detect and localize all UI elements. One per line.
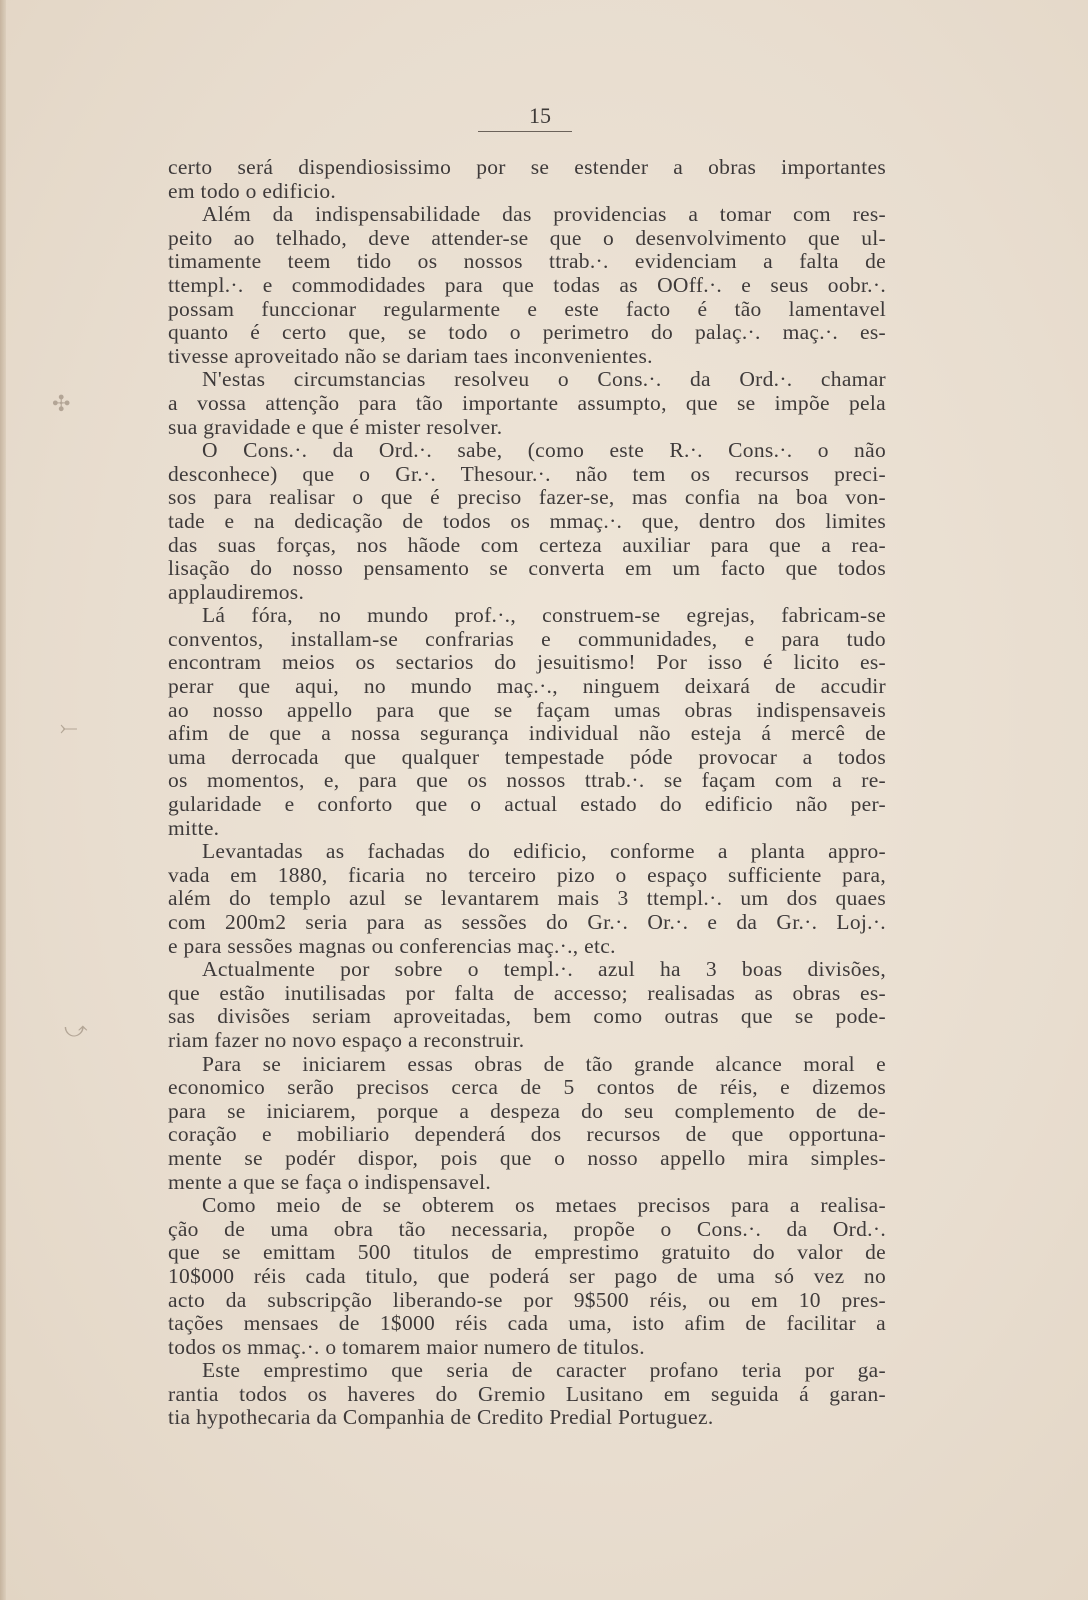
text-line: além do templo azul se levantarem mais 3 ttempl.·. um dos quaes — [168, 886, 886, 911]
text-line: rantia todos os haveres do Gremio Lusitano em seguida á garan- — [168, 1381, 886, 1406]
text-line: desconhece) que o Gr.·. Thesour.·. não tem os recursos preci- — [168, 461, 886, 486]
text-line: encontram meios os sectarios do jesuitismo! Por isso é licito es- — [168, 650, 886, 675]
text-line: com 200m2 seria para as sessões do Gr.·. Or.·. e da Gr.·. Loj.·. — [168, 910, 886, 934]
text-line: Levantadas as fachadas do edificio, conforme a planta appro- — [202, 839, 886, 864]
text-line: sua gravidade e que é mister resolver. — [168, 414, 503, 439]
text-line: riam fazer no novo espaço a reconstruir. — [168, 1027, 525, 1052]
text-line: vada em 1880, ficaria no terceiro pizo o espaço sufficiente para, — [168, 862, 886, 887]
text-line: que se emittam 500 titulos de emprestimo gratuito do valor de — [168, 1240, 886, 1265]
text-line: afim de que a nossa segurança individual não esteja á mercê de — [168, 721, 886, 746]
text-line: para se iniciarem, porque a despeza do seu complemento de de- — [168, 1098, 886, 1123]
text-line: applaudiremos. — [168, 579, 305, 604]
text-line: tia hypothecaria da Companhia de Credito Predial Portuguez. — [168, 1405, 714, 1430]
text-line: sos para realisar o que é preciso fazer-se, mas confia na boa von- — [168, 485, 886, 510]
text-line: Actualmente por sobre o templ.·. azul ha 3 boas divisões, — [202, 957, 886, 982]
text-line: em todo o edificio. — [168, 178, 337, 203]
text-line: que estão inutilisadas por falta de accesso; realisadas as obras es- — [168, 980, 886, 1005]
text-line: a vossa attenção para tão importante assumpto, que se impõe pela — [168, 390, 886, 415]
text-line: economico serão precisos cerca de 5 contos de réis, e dizemos — [168, 1075, 886, 1100]
text-line: certo será dispendiosissimo por se estender a obras importantes — [168, 155, 886, 179]
text-line: timamente teem tido os nossos ttrab.·. evidenciam a falta de — [168, 249, 886, 274]
text-line: tivesse aproveitado não se dariam taes inconvenientes. — [168, 343, 653, 368]
text-line: os momentos, e, para que os nossos ttrab.·. se façam com a re- — [168, 768, 886, 793]
text-line: ttempl.·. e commodidades para que todas as OOff.·. e seus oobr.·. — [168, 272, 886, 297]
text-line: mente a que se faça o indispensavel. — [168, 1169, 492, 1194]
text-line: Este emprestimo que seria de caracter profano teria por ga- — [202, 1358, 886, 1383]
text-line: tações mensaes de 1$000 réis cada uma, isto afim de facilitar a — [168, 1311, 886, 1336]
text-line: possam funccionar regularmente e este facto é tão lamentavel — [168, 296, 886, 321]
page-number: 15 — [529, 103, 551, 128]
text-line: acto da subscripção liberando-se por 9$500 réis, ou em 10 pres- — [168, 1287, 886, 1312]
text-line: 10$000 réis cada titulo, que poderá ser pago de uma só vez no — [168, 1263, 886, 1288]
text-line: sas divisões seriam aproveitadas, bem como outras que se pode- — [168, 1004, 886, 1029]
text-line: peito ao telhado, deve attender-se que o desenvolvimento que ul- — [168, 225, 886, 250]
text-line: ção de uma obra tão necessaria, propõe o Cons.·. da Ord.·. — [168, 1216, 886, 1241]
text-line: perar que aqui, no mundo maç.·., ninguem deixará de accudir — [168, 674, 886, 699]
text-line: lisação do nosso pensamento se converta em um facto que todos — [168, 556, 886, 581]
text-line: Como meio de se obterem os metaes precisos para a realisa- — [202, 1193, 886, 1218]
text-line: e para sessões magnas ou conferencias maç.·., etc. — [168, 933, 616, 958]
text-line: conventos, installam-se confrarias e communidades, e para tudo — [168, 626, 886, 651]
ink-blot-mark: ⤚ — [60, 716, 78, 741]
text-line: mente se podér dispor, pois que o nosso appello mira simples- — [168, 1145, 886, 1170]
text-line: mitte. — [168, 815, 220, 840]
ink-blot-mark: ✣ — [52, 392, 71, 417]
body-text — [168, 156, 886, 1430]
text-line: coração e mobiliario dependerá dos recursos de que opportuna- — [168, 1122, 886, 1147]
text-line: uma derrocada que qualquer tempestade póde provocar a todos — [168, 744, 886, 769]
text-line: N'estas circumstancias resolveu o Cons.·. da Ord.·. chamar — [202, 367, 886, 392]
header-rule — [478, 131, 572, 132]
text-line: Lá fóra, no mundo prof.·., construem-se egrejas, fabricam-se — [202, 603, 886, 628]
text-line: das suas forças, nos hãode com certeza auxiliar para que a rea- — [168, 532, 886, 557]
text-line: tade e na dedicação de todos os mmaç.·. que, dentro dos limites — [168, 508, 886, 533]
text-line: gularidade e conforto que o actual estado do edificio não per- — [168, 792, 886, 817]
text-line: todos os mmaç.·. o tomarem maior numero de titulos. — [168, 1334, 645, 1359]
text-line: ao nosso appello para que se façam umas obras indispensaveis — [168, 697, 886, 722]
text-line: Além da indispensabilidade das providencias a tomar com res- — [202, 202, 886, 227]
ink-blot-mark: ⤻ — [64, 1018, 88, 1043]
text-line: Para se iniciarem essas obras de tão grande alcance moral e — [202, 1051, 886, 1076]
page-edge-shadow — [0, 0, 6, 1600]
text-line: O Cons.·. da Ord.·. sabe, (como este R.·. Cons.·. o não — [202, 438, 886, 463]
text-line: quanto é certo que, se todo o perimetro do palaç.·. maç.·. es- — [168, 320, 886, 345]
